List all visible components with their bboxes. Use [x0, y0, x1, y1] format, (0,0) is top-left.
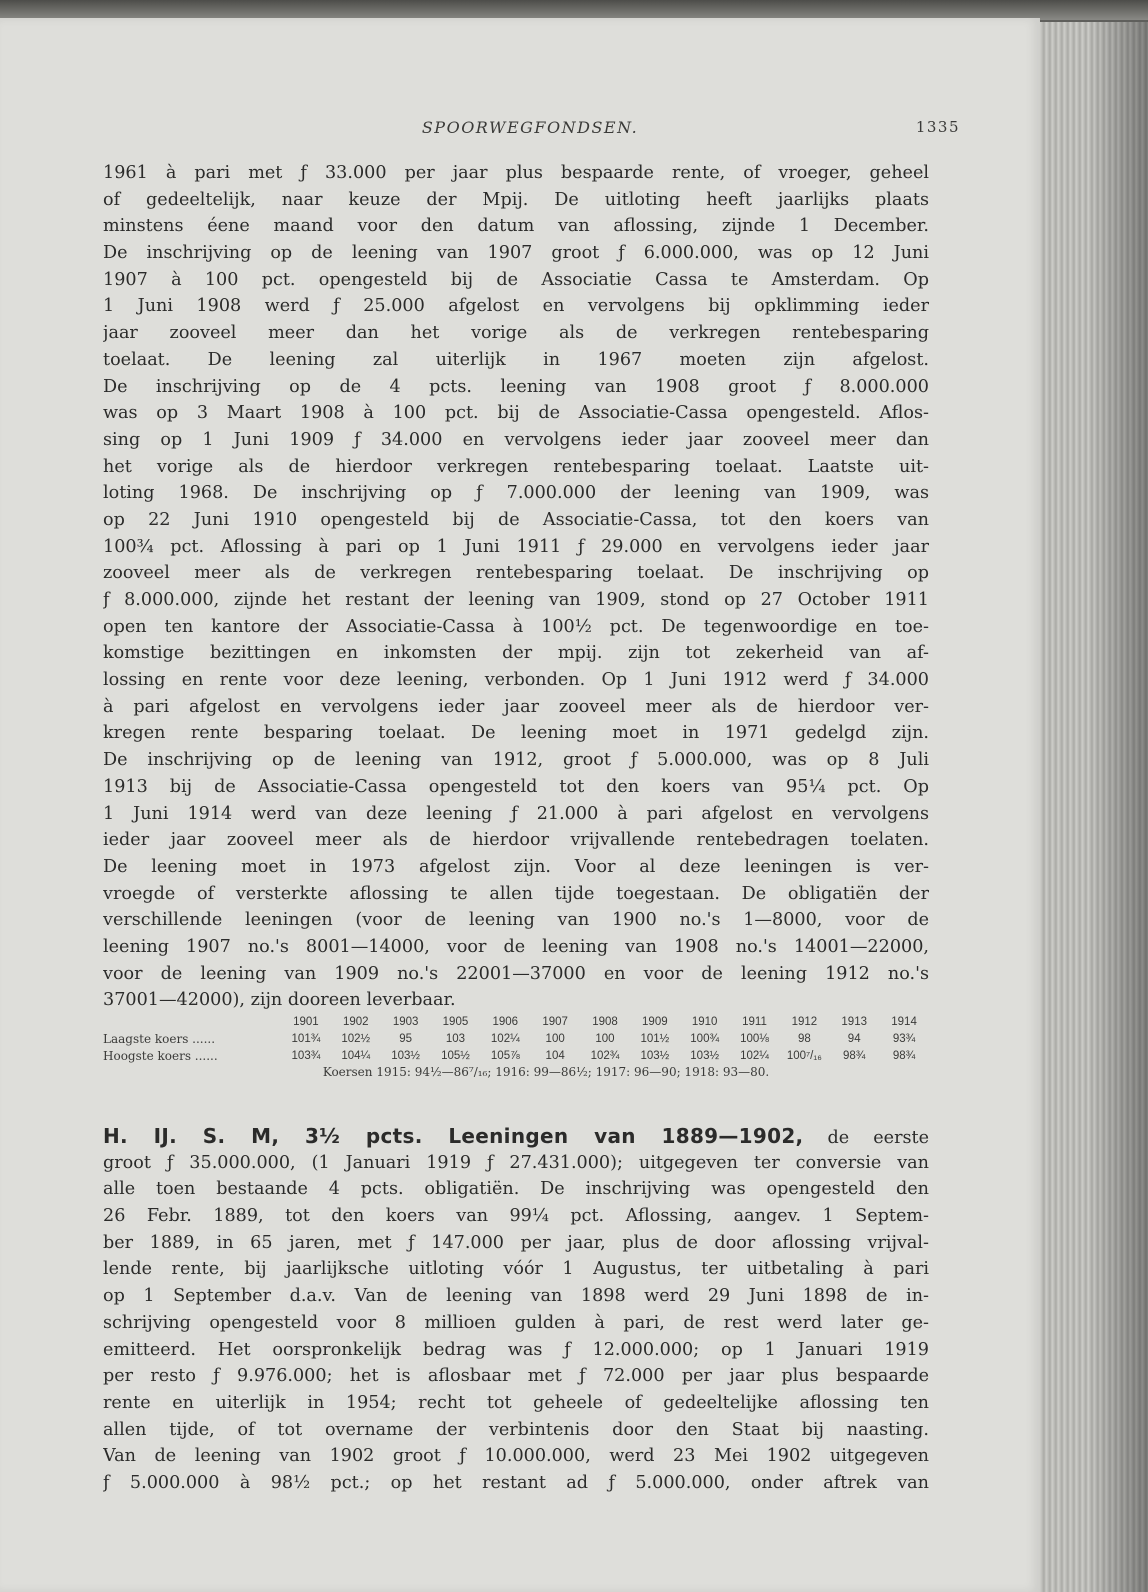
text-line: zooveel meer als de verkregen rentebesparing toelaat. De inschrijving op — [103, 563, 929, 584]
text-line: minstens éene maand voor den datum van aflossing, zijnde 1 December. — [103, 216, 929, 237]
koers-row-label: Hoogste koers ...... — [103, 1048, 218, 1063]
text-line: toelaat. De leening zal uiterlijk in 1967 moeten zijn afgelost. — [103, 349, 929, 370]
koers-table — [103, 1013, 929, 1079]
koers-year: 1903 — [392, 1015, 419, 1028]
koers-row — [103, 1047, 929, 1064]
text-line: komstige bezittingen en inkomsten der mpij. zijn tot zekerheid van af- — [103, 643, 929, 664]
koers-year: 1909 — [642, 1015, 668, 1028]
text-line: 100¾ pct. Aflossing à pari op 1 Juni 1911 ƒ 29.000 en vervolgens ieder jaar — [103, 536, 929, 557]
koers-year: 1902 — [342, 1015, 369, 1028]
koers-year: 1901 — [293, 1015, 319, 1028]
koers-value: 98 — [797, 1032, 811, 1045]
page-number: 1335 — [915, 118, 960, 136]
koers-value: 100¾ — [690, 1032, 720, 1045]
koers-value: 104 — [545, 1049, 565, 1062]
koers-value: 103½ — [690, 1049, 720, 1062]
koers-value: 105⅞ — [490, 1049, 520, 1062]
text-line: groot ƒ 35.000.000, (1 Januari 1919 ƒ 27.431.000); uitgegeven ter conversie van — [103, 1152, 929, 1173]
text-line: 1961 à pari met ƒ 33.000 per jaar plus bespaarde rente, of vroeger, geheel — [103, 163, 929, 183]
koers-value: 100 — [545, 1032, 565, 1045]
koers-value: 103½ — [391, 1049, 420, 1062]
koers-row — [103, 1030, 929, 1047]
koers-value: 100⅛ — [740, 1032, 769, 1045]
koers-value: 103½ — [640, 1049, 670, 1062]
text-line: allen tijde, of tot overname der verbintenis door den Staat bij naasting. — [103, 1419, 929, 1440]
text-line: ƒ 5.000.000 à 98½ pct.; op het restant ad ƒ 5.000.000, onder aftrek van — [103, 1472, 929, 1493]
koers-value: 94 — [847, 1032, 861, 1045]
text-line: schrijving opengesteld voor 8 millioen gulden à pari, de rest werd later ge- — [103, 1312, 929, 1333]
running-head — [100, 118, 960, 144]
koers-value: 101¾ — [291, 1032, 321, 1045]
text-line: ber 1889, in 65 jaren, met ƒ 147.000 per jaar, plus de door aflossing vrijval- — [103, 1232, 929, 1253]
text-line: vroegde of versterkte aflossing te allen tijde toegestaan. De obligatiën der — [103, 883, 929, 904]
koers-year: 1912 — [791, 1015, 818, 1028]
koers-value: 100 — [595, 1032, 615, 1045]
koers-year: 1908 — [592, 1015, 618, 1028]
koers-year: 1914 — [891, 1015, 917, 1028]
text-line: ƒ 8.000.000, zijnde het restant der leening van 1909, stond op 27 October 1911 — [103, 590, 929, 610]
page-edge-shadow — [1088, 22, 1148, 1592]
text-line: emitteerd. Het oorspronkelijk bedrag was ƒ 12.000.000; op 1 Januari 1919 — [103, 1339, 929, 1360]
text-line: De inschrijving op de 4 pcts. leening van 1908 groot ƒ 8.000.000 — [103, 376, 929, 397]
text-line: De inschrijving op de leening van 1907 groot ƒ 6.000.000, was op 12 Juni — [103, 243, 929, 264]
koers-year: 1910 — [691, 1015, 718, 1028]
text-line: verschillende leeningen (voor de leening van 1900 no.'s 1—8000, voor de — [103, 910, 929, 931]
text-line: op 1 September d.a.v. Van de leening van 1898 werd 29 Juni 1898 de in- — [103, 1286, 929, 1307]
koers-year-row — [103, 1013, 929, 1030]
text-line: De leening moet in 1973 afgelost zijn. Voor al deze leeningen is ver- — [103, 856, 929, 877]
text-line: à pari afgelost en vervolgens ieder jaar zooveel meer als de hierdoor ver- — [103, 696, 929, 717]
koers-year: 1913 — [841, 1015, 867, 1028]
koers-year: 1905 — [442, 1015, 469, 1028]
koers-value: 101½ — [640, 1032, 670, 1045]
text-line: 1913 bij de Associatie-Cassa opengesteld tot den koers van 95¼ pct. Op — [103, 776, 929, 797]
koers-value: 100⁷/₁₆ — [786, 1049, 822, 1062]
text-line: leening 1907 no.'s 8001—14000, voor de leening van 1908 no.'s 14001—22000, — [103, 936, 929, 957]
koers-value: 105½ — [441, 1049, 470, 1062]
section-heading-continuation: de eerste — [803, 1128, 929, 1148]
text-line: op 22 Juni 1910 opengesteld bij de Associatie-Cassa, tot den koers van — [103, 509, 929, 530]
section-hijsm — [103, 1123, 929, 1497]
text-line: ieder jaar zooveel meer als de hierdoor vrijvallende rentebedragen toelaten. — [103, 830, 929, 851]
text-line: voor de leening van 1909 no.'s 22001—37000 en voor de leening 1912 no.'s — [103, 963, 929, 984]
koers-value: 93¾ — [892, 1032, 916, 1045]
text-line: 37001—42000), zijn dooreen leverbaar. — [103, 990, 456, 1011]
koers-value: 98¾ — [843, 1049, 866, 1062]
text-line: het vorige als de hierdoor verkregen rentebesparing toelaat. Laatste uit- — [103, 456, 929, 477]
text-line: of gedeeltelijk, naar keuze der Mpij. De uitloting heeft jaarlijks plaats — [103, 189, 929, 210]
text-line: rente en uiterlijk in 1954; recht tot geheele of gedeeltelijke aflossing ten — [103, 1392, 929, 1413]
text-line: loting 1968. De inschrijving op ƒ 7.000.000 der leening van 1909, was — [103, 483, 929, 504]
koers-value: 102¼ — [490, 1032, 520, 1045]
koers-value: 103 — [445, 1032, 466, 1045]
text-line: jaar zooveel meer dan het vorige als de verkregen rentebesparing — [103, 323, 929, 344]
text-line: Van de leening van 1902 groot ƒ 10.000.000, werd 23 Mei 1902 uitgegeven — [103, 1446, 929, 1467]
text-line: sing op 1 Juni 1909 ƒ 34.000 en vervolgens ieder jaar zooveel meer dan — [103, 429, 929, 450]
text-line: per resto ƒ 9.976.000; het is aflosbaar met ƒ 72.000 per jaar plus bespaarde — [103, 1366, 929, 1387]
section-heading: H. IJ. S. M, 3½ pcts. Leeningen van 1889—1902, — [103, 1124, 804, 1148]
koersen-line: Koersen 1915: 94½—86⁷/₁₆; 1916: 99—86½; 1917: 96—90; 1918: 93—80. — [322, 1065, 770, 1079]
text-line: open ten kantore der Associatie-Cassa à 100½ pct. De tegenwoordige en toe- — [103, 616, 929, 637]
koers-value: 104¼ — [341, 1049, 371, 1062]
running-head-title: SPOORWEGFONDSEN. — [421, 118, 639, 137]
text-line: was op 3 Maart 1908 à 100 pct. bij de Associatie-Cassa opengesteld. Aflos- — [103, 403, 929, 424]
koers-value: 102¾ — [590, 1049, 620, 1062]
koers-year: 1906 — [492, 1015, 519, 1028]
koers-row-label: Laagste koers ...... — [103, 1031, 216, 1046]
text-line: alle toen bestaande 4 pcts. obligatiën. De inschrijving was opengesteld den — [103, 1179, 929, 1200]
scan-top-edge — [0, 0, 1148, 20]
koers-value: 102½ — [341, 1032, 371, 1045]
koers-year: 1911 — [742, 1015, 767, 1028]
text-line: 26 Febr. 1889, tot den koers van 99¼ pct. Aflossing, aangev. 1 Septem- — [103, 1206, 929, 1227]
koers-value: 98¾ — [892, 1049, 916, 1062]
text-line: lende rente, bij jaarlijksche uitloting vóór 1 Augustus, ter uitbetaling à pari — [103, 1259, 929, 1280]
koers-value: 95 — [399, 1032, 412, 1045]
book-page-edges — [1040, 22, 1148, 1592]
koers-value: 102¼ — [740, 1049, 769, 1062]
koers-corner — [103, 1013, 281, 1030]
koers-value: 103¾ — [291, 1049, 321, 1062]
text-line: 1 Juni 1908 werd ƒ 25.000 afgelost en vervolgens bij opklimming ieder — [103, 296, 929, 317]
text-line: De inschrijving op de leening van 1912, groot ƒ 5.000.000, was op 8 Juli — [103, 750, 929, 771]
text-line: 1907 à 100 pct. opengesteld bij de Associatie Cassa te Amsterdam. Op — [103, 269, 929, 290]
body-text — [103, 160, 929, 1014]
koers-year: 1907 — [542, 1015, 568, 1028]
text-line: 1 Juni 1914 werd van deze leening ƒ 21.000 à pari afgelost en vervolgens — [103, 803, 929, 824]
section-first-line — [103, 1123, 929, 1150]
text-line: kregen rente besparing toelaat. De leening moet in 1971 gedelgd zijn. — [103, 723, 929, 744]
text-line: lossing en rente voor deze leening, verbonden. Op 1 Juni 1912 werd ƒ 34.000 — [103, 670, 929, 691]
